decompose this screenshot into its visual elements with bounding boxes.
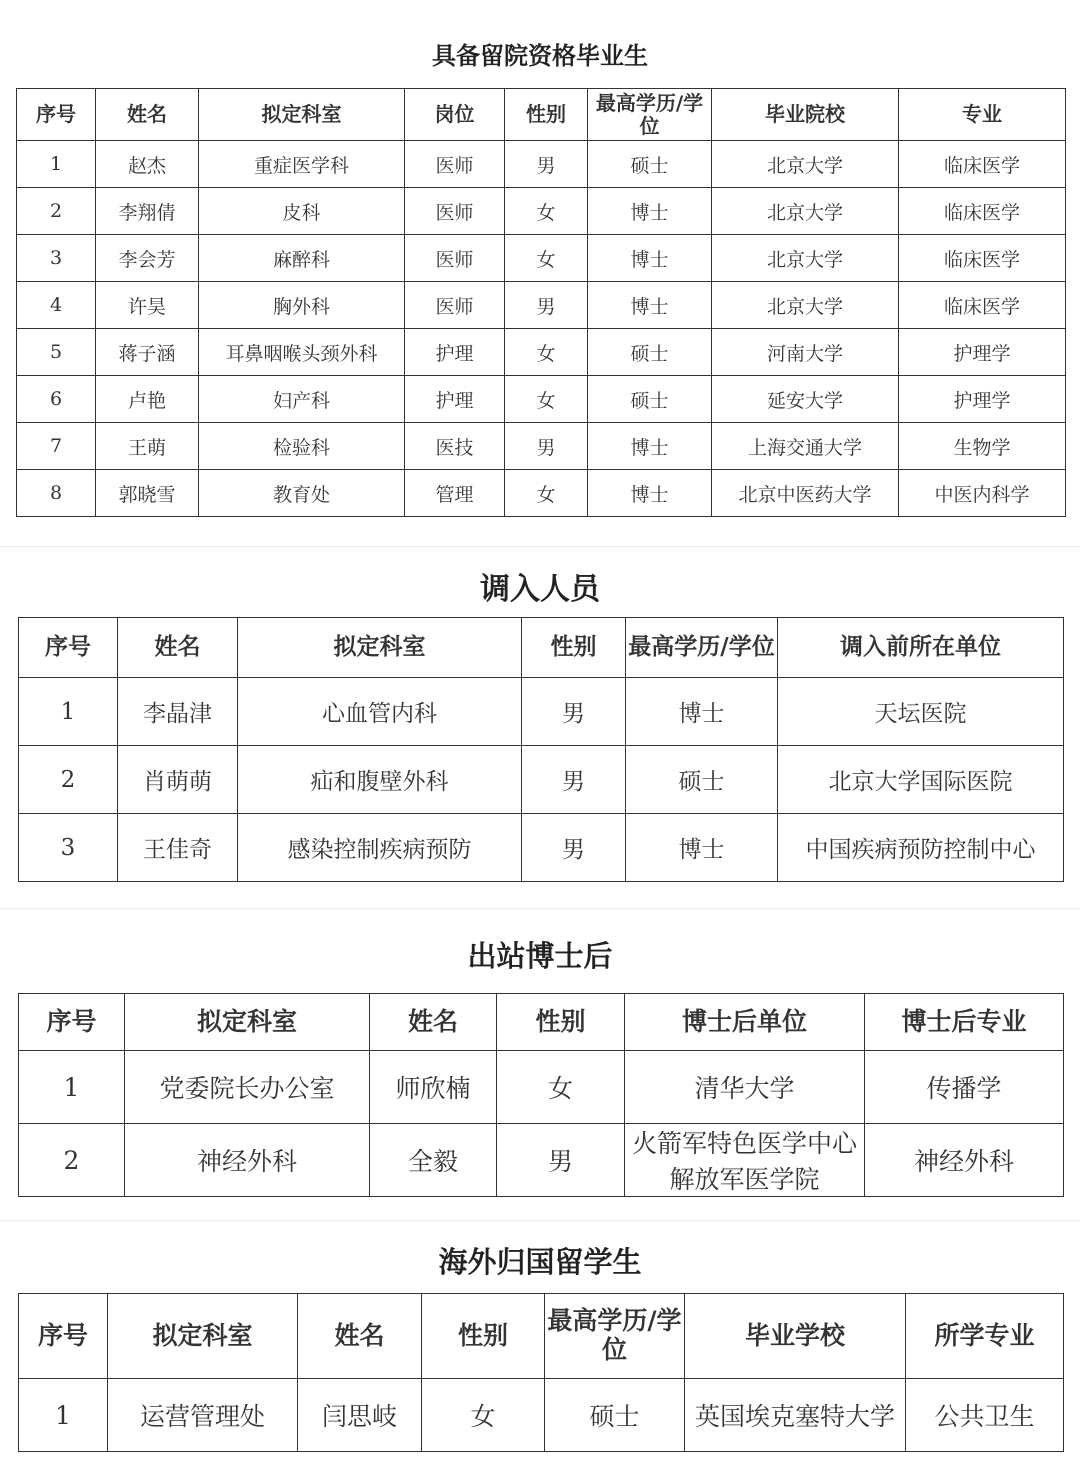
postdocs-cell: 清华大学 <box>625 1051 865 1124</box>
graduates-cell: 8 <box>17 470 96 517</box>
postdocs-cell: 2 <box>19 1124 125 1197</box>
graduates-cell: 医师 <box>405 141 505 188</box>
transfers-header-cell: 序号 <box>19 618 118 678</box>
graduates-cell: 赵杰 <box>96 141 199 188</box>
graduates-cell: 女 <box>505 235 588 282</box>
returnees-header-cell: 拟定科室 <box>108 1294 298 1379</box>
graduates-cell: 北京大学 <box>712 188 899 235</box>
transfers-cell: 博士 <box>626 678 778 746</box>
transfers-cell: 中国疾病预防控制中心 <box>778 814 1064 882</box>
postdocs-cell: 1 <box>19 1051 125 1124</box>
graduates-cell: 博士 <box>588 188 712 235</box>
postdocs-cell: 师欣楠 <box>370 1051 497 1124</box>
graduates-cell: 河南大学 <box>712 329 899 376</box>
graduates-title: 具备留院资格毕业生 <box>432 41 648 70</box>
graduates-cell: 6 <box>17 376 96 423</box>
transfers-cell: 北京大学国际医院 <box>778 746 1064 814</box>
graduates-cell: 护理 <box>405 376 505 423</box>
graduates-cell: 3 <box>17 235 96 282</box>
graduates-cell: 5 <box>17 329 96 376</box>
graduates-cell: 7 <box>17 423 96 470</box>
graduates-cell: 生物学 <box>899 423 1066 470</box>
graduates-cell: 北京大学 <box>712 141 899 188</box>
graduates-cell: 麻醉科 <box>199 235 405 282</box>
graduates-cell: 女 <box>505 470 588 517</box>
graduates-cell: 北京大学 <box>712 282 899 329</box>
postdocs-header-cell: 拟定科室 <box>125 994 370 1051</box>
graduates-cell: 重症医学科 <box>199 141 405 188</box>
transfers-cell: 李晶津 <box>118 678 238 746</box>
graduates-cell: 护理 <box>405 329 505 376</box>
returnees-cell: 1 <box>19 1379 108 1452</box>
postdocs-header-cell: 序号 <box>19 994 125 1051</box>
graduates-cell: 博士 <box>588 470 712 517</box>
transfers-cell: 2 <box>19 746 118 814</box>
graduates-header-cell: 岗位 <box>405 89 505 141</box>
postdocs-header-cell: 性别 <box>497 994 625 1051</box>
graduates-cell: 郭晓雪 <box>96 470 199 517</box>
transfers-header-cell: 调入前所在单位 <box>778 618 1064 678</box>
graduates-cell: 教育处 <box>199 470 405 517</box>
graduates-cell: 北京大学 <box>712 235 899 282</box>
graduates-cell: 皮科 <box>199 188 405 235</box>
graduates-cell: 妇产科 <box>199 376 405 423</box>
graduates-cell: 北京中医药大学 <box>712 470 899 517</box>
postdocs-cell: 全毅 <box>370 1124 497 1197</box>
returnees-header-cell: 序号 <box>19 1294 108 1379</box>
graduates-header-cell: 拟定科室 <box>199 89 405 141</box>
graduates-cell: 临床医学 <box>899 141 1066 188</box>
transfers-cell: 男 <box>522 746 626 814</box>
transfers-cell: 1 <box>19 678 118 746</box>
graduates-cell: 李翔倩 <box>96 188 199 235</box>
graduates-cell: 护理学 <box>899 376 1066 423</box>
graduates-cell: 临床医学 <box>899 188 1066 235</box>
transfers-header-cell: 姓名 <box>118 618 238 678</box>
graduates-cell: 博士 <box>588 423 712 470</box>
transfers-cell: 王佳奇 <box>118 814 238 882</box>
graduates-cell: 女 <box>505 376 588 423</box>
graduates-cell: 许昊 <box>96 282 199 329</box>
graduates-cell: 男 <box>505 423 588 470</box>
returnees-header-cell: 所学专业 <box>906 1294 1064 1379</box>
graduates-cell: 女 <box>505 329 588 376</box>
graduates-cell: 男 <box>505 282 588 329</box>
graduates-cell: 男 <box>505 141 588 188</box>
returnees-header-cell: 姓名 <box>298 1294 422 1379</box>
transfers-header-cell: 性别 <box>522 618 626 678</box>
graduates-cell: 1 <box>17 141 96 188</box>
transfers-cell: 心血管内科 <box>238 678 522 746</box>
postdocs-header-cell: 姓名 <box>370 994 497 1051</box>
graduates-cell: 延安大学 <box>712 376 899 423</box>
returnees-section <box>16 0 1064 1469</box>
postdocs-title: 出站博士后 <box>467 939 613 973</box>
transfers-cell: 疝和腹壁外科 <box>238 746 522 814</box>
transfers-cell: 博士 <box>626 814 778 882</box>
postdocs-cell: 女 <box>497 1051 625 1124</box>
graduates-cell: 管理 <box>405 470 505 517</box>
graduates-cell: 硕士 <box>588 141 712 188</box>
postdocs-header-cell: 博士后单位 <box>625 994 865 1051</box>
graduates-header-cell: 序号 <box>17 89 96 141</box>
graduates-cell: 耳鼻咽喉头颈外科 <box>199 329 405 376</box>
graduates-cell: 蒋子涵 <box>96 329 199 376</box>
returnees-header-cell: 最高学历/学位 <box>545 1294 685 1379</box>
returnees-table <box>18 1293 1064 1452</box>
graduates-cell: 临床医学 <box>899 282 1066 329</box>
table-row <box>19 1379 1064 1452</box>
graduates-cell: 医技 <box>405 423 505 470</box>
transfers-cell: 男 <box>522 678 626 746</box>
returnees-cell: 运营管理处 <box>108 1379 298 1452</box>
transfers-cell: 3 <box>19 814 118 882</box>
returnees-header-cell: 毕业学校 <box>685 1294 906 1379</box>
returnees-body <box>19 1379 1064 1452</box>
graduates-cell: 硕士 <box>588 376 712 423</box>
graduates-header-cell: 最高学历/学位 <box>588 89 712 141</box>
graduates-cell: 2 <box>17 188 96 235</box>
transfers-cell: 肖萌萌 <box>118 746 238 814</box>
graduates-cell: 医师 <box>405 188 505 235</box>
postdocs-header-cell: 博士后专业 <box>865 994 1064 1051</box>
returnees-cell: 女 <box>422 1379 545 1452</box>
postdocs-cell: 男 <box>497 1124 625 1197</box>
transfers-cell: 感染控制疾病预防 <box>238 814 522 882</box>
transfers-cell: 天坛医院 <box>778 678 1064 746</box>
graduates-cell: 上海交通大学 <box>712 423 899 470</box>
returnees-cell: 英国埃克塞特大学 <box>685 1379 906 1452</box>
postdocs-cell: 火箭军特色医学中心解放军医学院 <box>625 1124 865 1197</box>
graduates-cell: 医师 <box>405 282 505 329</box>
graduates-header-cell: 性别 <box>505 89 588 141</box>
returnees-header-row <box>19 1294 1064 1379</box>
postdocs-cell: 传播学 <box>865 1051 1064 1124</box>
transfers-cell: 硕士 <box>626 746 778 814</box>
graduates-header-cell: 专业 <box>899 89 1066 141</box>
returnees-cell: 闫思岐 <box>298 1379 422 1452</box>
graduates-cell: 医师 <box>405 235 505 282</box>
graduates-cell: 中医内科学 <box>899 470 1066 517</box>
graduates-header-cell: 姓名 <box>96 89 199 141</box>
graduates-cell: 卢艳 <box>96 376 199 423</box>
graduates-cell: 硕士 <box>588 329 712 376</box>
graduates-cell: 检验科 <box>199 423 405 470</box>
graduates-cell: 胸外科 <box>199 282 405 329</box>
graduates-cell: 博士 <box>588 235 712 282</box>
transfers-header-cell: 拟定科室 <box>238 618 522 678</box>
transfers-title: 调入人员 <box>480 572 600 607</box>
returnees-title: 海外归国留学生 <box>438 1245 642 1279</box>
returnees-cell: 硕士 <box>545 1379 685 1452</box>
graduates-cell: 李会芳 <box>96 235 199 282</box>
returnees-cell: 公共卫生 <box>906 1379 1064 1452</box>
graduates-cell: 4 <box>17 282 96 329</box>
postdocs-cell: 党委院长办公室 <box>125 1051 370 1124</box>
transfers-cell: 男 <box>522 814 626 882</box>
graduates-cell: 女 <box>505 188 588 235</box>
graduates-cell: 护理学 <box>899 329 1066 376</box>
transfers-header-cell: 最高学历/学位 <box>626 618 778 678</box>
returnees-header-cell: 性别 <box>422 1294 545 1379</box>
graduates-cell: 王萌 <box>96 423 199 470</box>
graduates-header-cell: 毕业院校 <box>712 89 899 141</box>
postdocs-cell: 神经外科 <box>125 1124 370 1197</box>
graduates-cell: 博士 <box>588 282 712 329</box>
graduates-cell: 临床医学 <box>899 235 1066 282</box>
postdocs-cell: 神经外科 <box>865 1124 1064 1197</box>
